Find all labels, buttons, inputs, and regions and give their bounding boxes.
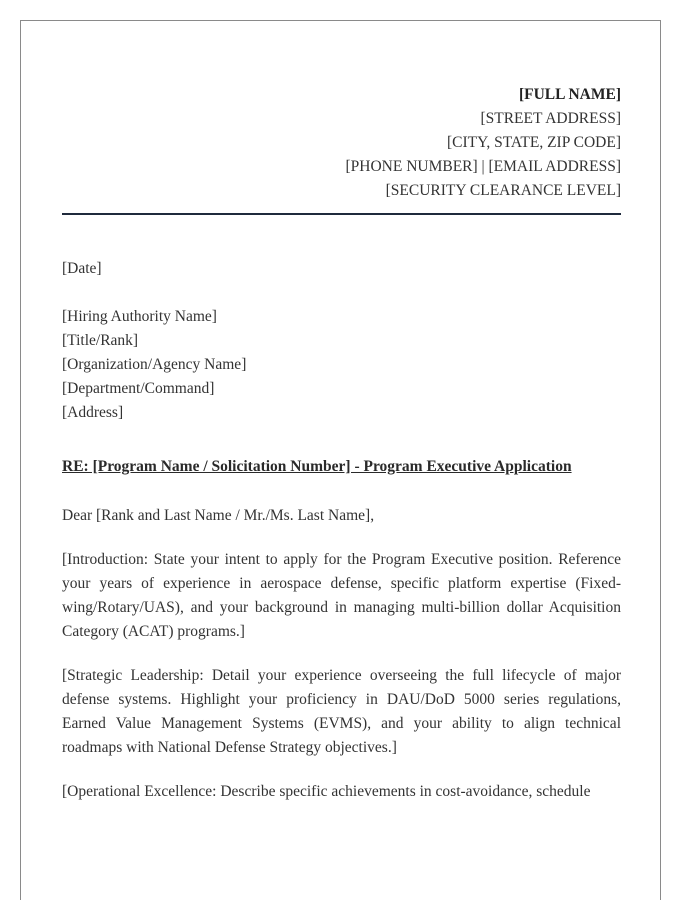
paragraph-strategic-leadership: [Strategic Leadership: Detail your experience overseeing the full lifecycle of major defense systems. Highlight your proficiency in DAU/DoD 5000 series regulations, Earned Value Management Systems (EVMS), and your ability to align technical roadmaps with National Defense Strategy objectives.] (62, 667, 621, 756)
recipient-block (62, 305, 621, 425)
paragraph-introduction: [Introduction: State your intent to apply for the Program Executive position. Reference your years of experience in aerospace defense, specific platform expertise (Fixed-wing/Rotary/UAS), and your background in managing multi-billion dollar Acquisition Category (ACAT) programs.] (62, 551, 621, 640)
sender-street-address: [STREET ADDRESS] (480, 110, 621, 127)
salutation: Dear [Rank and Last Name / Mr./Ms. Last Name], (62, 507, 375, 524)
sender-city-state-zip: [CITY, STATE, ZIP CODE] (447, 134, 621, 151)
recipient-name: [Hiring Authority Name] (62, 308, 217, 325)
letter-content (62, 83, 621, 804)
paragraph-operational-excellence: [Operational Excellence: Describe specific achievements in cost-avoidance, schedule (62, 783, 591, 800)
letter-date: [Date] (62, 260, 102, 277)
letter-page (20, 20, 661, 900)
subject-line: RE: [Program Name / Solicitation Number] - Program Executive Application (62, 458, 572, 475)
sender-header (62, 83, 621, 203)
sender-full-name: [FULL NAME] (518, 86, 621, 103)
recipient-title: [Title/Rank] (62, 332, 139, 349)
recipient-address: [Address] (62, 404, 124, 421)
header-divider (62, 213, 621, 215)
recipient-organization: [Organization/Agency Name] (62, 356, 247, 373)
sender-phone-email: [PHONE NUMBER] | [EMAIL ADDRESS] (345, 158, 621, 175)
recipient-department: [Department/Command] (62, 380, 215, 397)
sender-clearance: [SECURITY CLEARANCE LEVEL] (385, 182, 621, 199)
